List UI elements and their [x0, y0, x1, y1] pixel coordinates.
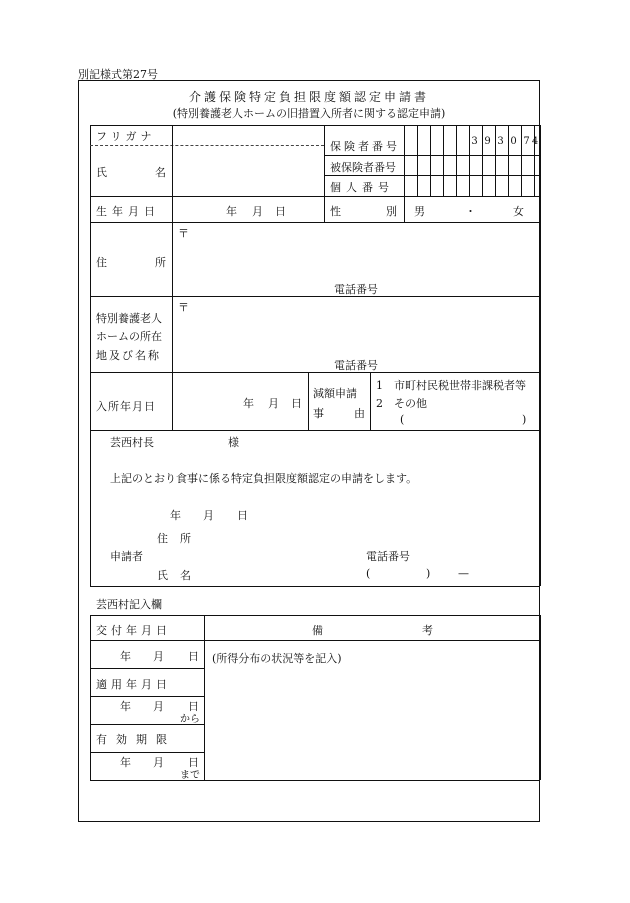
apply-date-label: 適用年月日 [96, 678, 171, 691]
address-phone-label: 電話番号 [334, 283, 378, 296]
sex-female-option[interactable]: 女 [513, 205, 524, 218]
postal-mark-icon: 〒 [178, 227, 189, 240]
applicant-address-label-2: 所 [180, 532, 191, 545]
reason-label-line1: 減額申請 [313, 387, 357, 400]
issue-day: 日 [188, 650, 199, 663]
applicant-name-label-1: 氏 [157, 569, 168, 582]
application-month: 月 [203, 509, 214, 522]
applicant-phone-paren-open: ( [366, 567, 371, 580]
issue-year: 年 [120, 650, 131, 663]
name-label-2: 名 [155, 166, 166, 179]
issue-date-label: 交付年月日 [96, 624, 171, 637]
mayor-honorific: 様 [228, 436, 239, 449]
admission-month: 月 [268, 397, 279, 410]
insurer-digit: 3 [471, 136, 478, 147]
sex-male-option[interactable]: 男 [414, 205, 425, 218]
admission-day: 日 [291, 397, 302, 410]
remarks-note: (所得分布の状況等を記入) [212, 652, 342, 665]
facility-postal-mark-icon: 〒 [178, 301, 189, 314]
dob-month: 月 [252, 205, 263, 218]
valid-year: 年 [120, 756, 131, 769]
form-subtitle: (特別養護老人ホームの旧措置入所者に関する認定申請) [172, 107, 446, 120]
personal-number-label: 個人番号 [330, 181, 394, 194]
valid-month: 月 [153, 756, 164, 769]
village-section-title: 芸西村記入欄 [96, 598, 162, 611]
name-field[interactable] [174, 147, 322, 195]
admission-date-label: 入所年月日 [96, 400, 156, 413]
sex-separator: ・ [465, 205, 476, 218]
furigana-field[interactable] [174, 126, 322, 144]
valid-day: 日 [188, 756, 199, 769]
issue-month: 月 [153, 650, 164, 663]
applicant-phone-dash: — [458, 567, 469, 580]
insurer-digit: 4 [531, 136, 539, 147]
reason-paren-close: ) [522, 413, 527, 426]
facility-label-line1: 特別養護老人 [96, 312, 162, 325]
until-label: まで [180, 770, 200, 781]
reason-label-line2a: 事 [313, 407, 324, 420]
address-label-2: 所 [155, 256, 166, 269]
furigana-label: フリガナ [96, 130, 156, 143]
insurer-number-label: 保険者番号 [330, 140, 400, 153]
apply-day: 日 [188, 700, 199, 713]
form-title: 介護保険特定負担限度額認定申請書 [188, 90, 429, 104]
form-id: 別記様式第27号 [78, 68, 158, 81]
from-label: から [180, 714, 200, 725]
declaration-text: 上記のとおり食事に係る特定負担限度額認定の申請をします。 [110, 472, 418, 485]
dob-year: 年 [226, 205, 237, 218]
application-day: 日 [237, 509, 248, 522]
mayor-addressee: 芸西村長 [110, 436, 154, 449]
reason-option-1[interactable]: 1 市町村民税世帯非課税者等 [376, 379, 526, 392]
insurer-digit: 9 [484, 136, 491, 147]
applicant-name-label-2: 名 [180, 569, 191, 582]
applicant-phone-paren-close: ) [426, 567, 431, 580]
sex-label-1: 性 [330, 205, 341, 218]
facility-field[interactable] [174, 298, 538, 370]
insurer-digit: 7 [523, 136, 530, 147]
insurer-digit: 3 [497, 136, 504, 147]
remarks-field[interactable] [206, 642, 538, 778]
address-label-1: 住 [96, 256, 107, 269]
applicant-phone-label: 電話番号 [366, 550, 410, 563]
remarks-label-2: 考 [422, 624, 433, 637]
dob-day: 日 [275, 205, 286, 218]
reason-option-2[interactable]: 2 その他 [376, 397, 427, 410]
applicant-label: 申請者 [110, 550, 143, 563]
name-label-1: 氏 [96, 166, 107, 179]
apply-month: 月 [153, 700, 164, 713]
insurer-digit: 0 [510, 136, 517, 147]
address-field[interactable] [174, 224, 538, 294]
facility-phone-label: 電話番号 [334, 359, 378, 372]
apply-year: 年 [120, 700, 131, 713]
facility-label-line3: 地及び名称 [96, 349, 161, 362]
insured-number-label: 被保険者番号 [330, 161, 396, 174]
reason-label-line2b: 由 [354, 407, 365, 420]
reason-paren-open: ( [400, 413, 405, 426]
facility-label-line2: ホームの所在 [96, 330, 162, 343]
admission-year: 年 [243, 397, 254, 410]
applicant-address-label-1: 住 [157, 532, 168, 545]
remarks-label-1: 備 [312, 624, 323, 637]
valid-period-label: 有効期限 [96, 733, 176, 746]
application-year: 年 [170, 509, 181, 522]
sex-label-2: 別 [386, 205, 397, 218]
dob-label: 生年月日 [96, 205, 160, 218]
